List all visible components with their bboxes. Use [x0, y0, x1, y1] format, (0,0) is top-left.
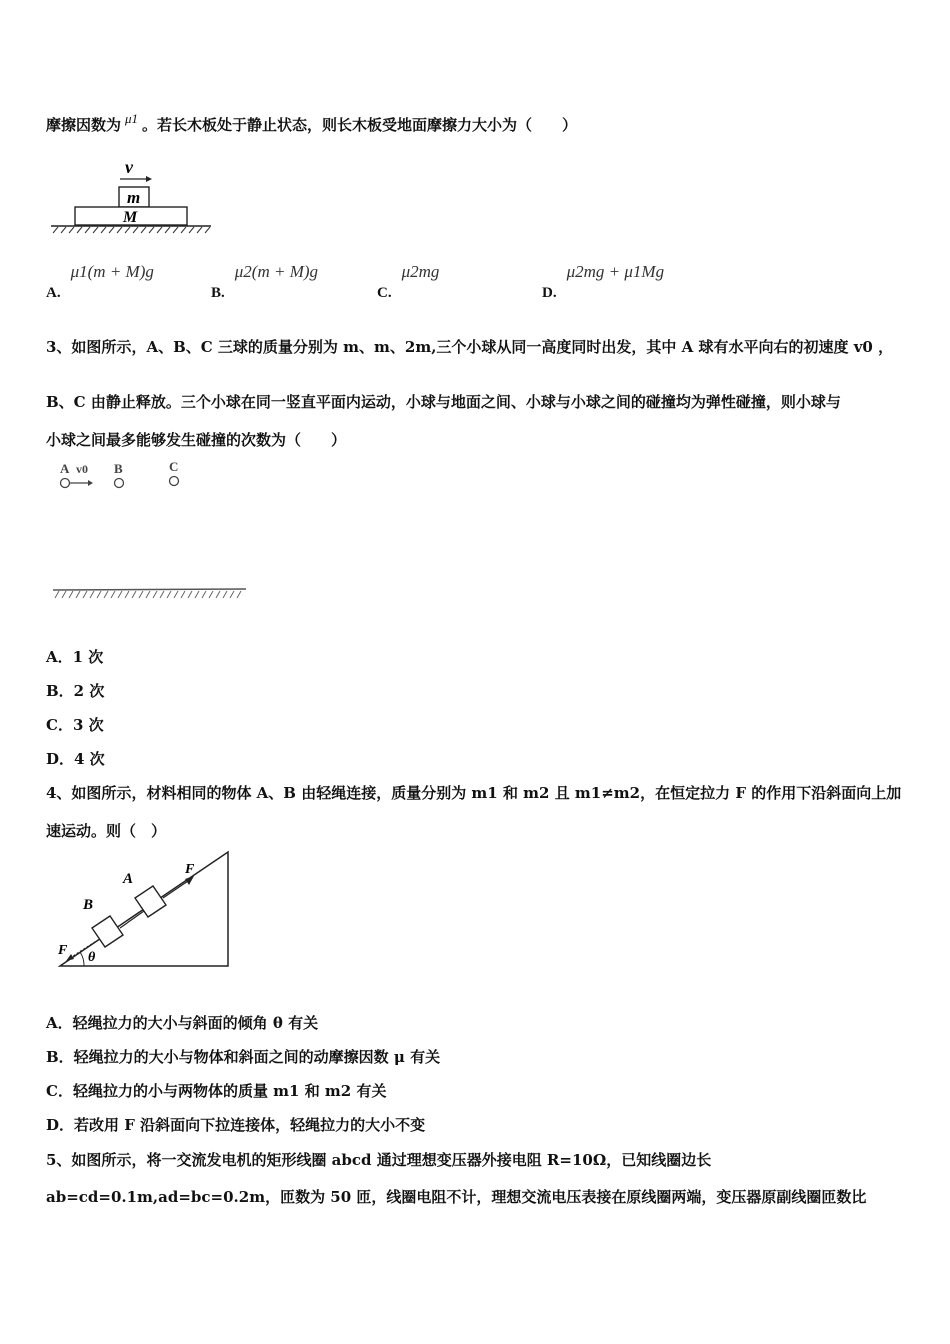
q3-stem-line-2: B、C 由静止释放。三个小球在同一竖直平面内运动，小球与地面之间、小球与小球之间的碰撞均为弹性碰撞，则小球与	[46, 393, 841, 411]
q4-label-f-top: F	[185, 862, 195, 877]
q2-option-a[interactable]: A.μ1(m + M)g	[46, 262, 154, 301]
q4-option-a[interactable]: A．轻绳拉力的大小与斜面的倾角 θ 有关	[46, 1014, 319, 1032]
q2-option-b[interactable]: B.μ2(m + M)g	[211, 262, 319, 301]
q3-ball-a	[61, 479, 70, 488]
q2-option-d[interactable]: D.μ2mg + μ1Mg	[542, 262, 665, 301]
q4-option-c[interactable]: C．轻绳拉力的小与两物体的质量 m1 和 m2 有关	[46, 1082, 387, 1100]
q2-board-label: M	[123, 209, 138, 226]
q4-label-b: B	[83, 897, 94, 913]
q3-ball-b	[115, 479, 124, 488]
q3-ball-c-label: C	[169, 459, 179, 474]
q3-option-c[interactable]: C．3 次	[46, 716, 104, 734]
q2-stem-after: 。若长木板处于静止状态，则长木板受地面摩擦力大小为（ ）	[142, 116, 578, 134]
q2-velocity-label: v	[125, 157, 133, 177]
q3-figure-three-balls	[50, 458, 255, 606]
q4-label-theta: θ	[88, 950, 96, 965]
q4-label-f-bottom: F	[58, 943, 68, 958]
q3-ball-b-label: B	[114, 461, 123, 476]
q3-ball-a-label: A	[60, 461, 70, 476]
q2-stem-before: 摩擦因数为	[46, 116, 122, 134]
q4-option-d[interactable]: D．若改用 F 沿斜面向下拉连接体，轻绳拉力的大小不变	[46, 1116, 426, 1134]
q3-ball-c	[170, 477, 179, 486]
q4-figure-incline	[50, 848, 240, 973]
q4-label-a: A	[123, 871, 134, 887]
q3-stem-line-1: 3、如图所示，A、B、C 三球的质量分别为 m、m、2m,三个小球从同一高度同时出发，其中 A 球有水平向右的初速度 v0 ，	[46, 338, 894, 356]
q4-option-b[interactable]: B．轻绳拉力的大小与物体和斜面之间的动摩擦因数 μ 有关	[46, 1048, 441, 1066]
q2-option-c[interactable]: C.μ2mg	[377, 262, 440, 301]
q5-stem-line-2: ab=cd=0.1m,ad=bc=0.2m，匝数为 50 匝，线圈电阻不计，理想交流电压表接在原线圈两端，变压器原副线圈匝数比	[46, 1188, 867, 1206]
q3-stem-line-3: 小球之间最多能够发生碰撞的次数为（ ）	[46, 431, 347, 449]
q3-v0-label: v0	[76, 462, 88, 476]
q3-option-a[interactable]: A．1 次	[46, 648, 104, 666]
q4-stem-line-1: 4、如图所示，材料相同的物体 A、B 由轻绳连接，质量分别为 m1 和 m2 且 m1≠m2，在恒定拉力 F 的作用下沿斜面向上加	[46, 784, 902, 802]
q2-figure-block-on-board	[48, 155, 216, 237]
q4-stem-line-2: 速运动。则（ ）	[46, 822, 167, 840]
q2-mu1-symbol: μ1	[125, 111, 139, 126]
q2-small-block-label: m	[127, 188, 141, 207]
q3-option-d[interactable]: D．4 次	[46, 750, 105, 768]
q5-stem-line-1: 5、如图所示，将一交流发电机的矩形线圈 abcd 通过理想变压器外接电阻 R=10Ω，已知线圈边长	[46, 1151, 712, 1169]
q2-stem	[46, 111, 578, 135]
q3-option-b[interactable]: B．2 次	[46, 682, 105, 700]
